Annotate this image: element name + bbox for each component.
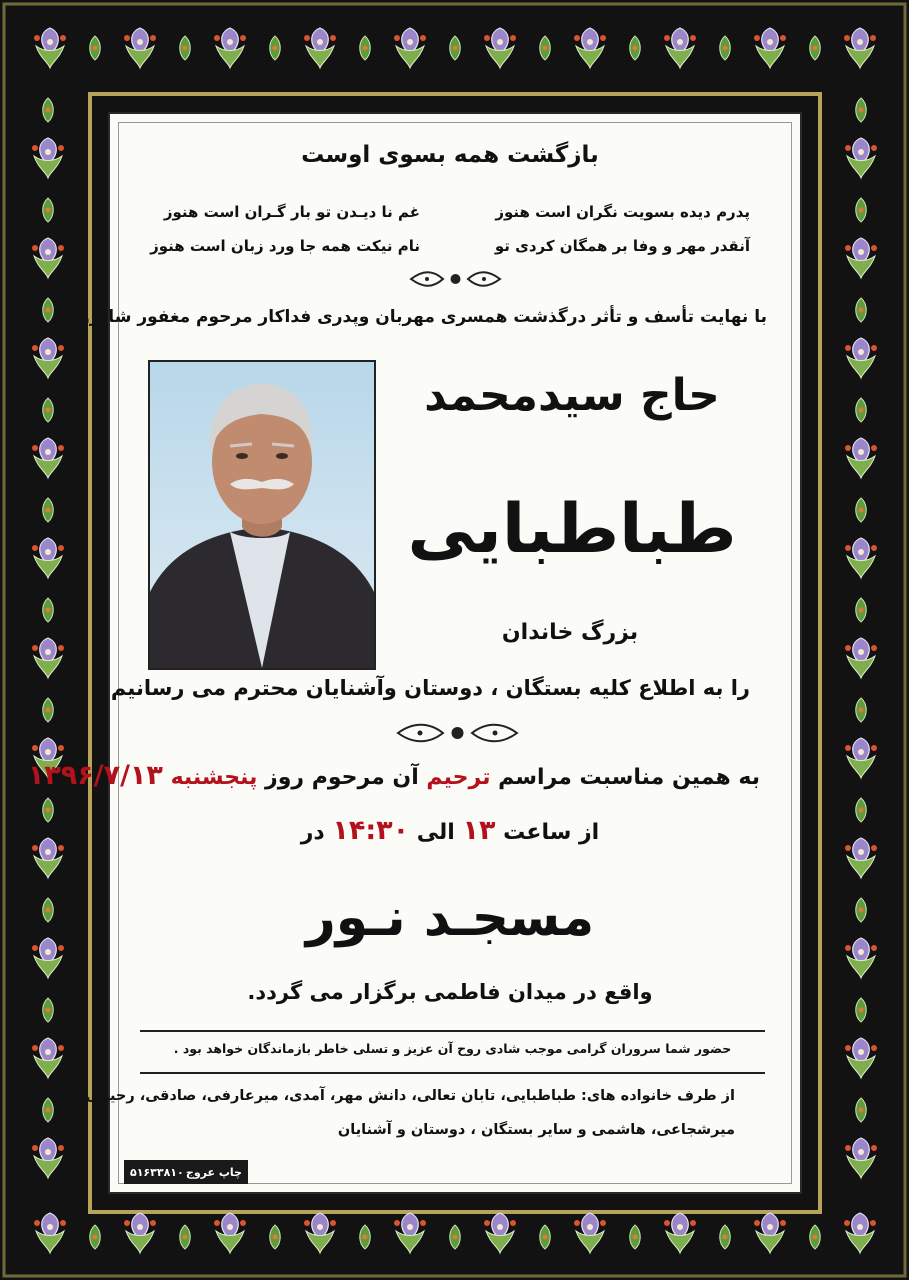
poem-right-line2: آنقدر مهر و وفا بر همگان کردی تو — [494, 237, 750, 255]
portrait-photo — [148, 360, 376, 670]
ceremony-text-b: آن مرحوم روز — [257, 765, 427, 790]
printer-phone: ۵۱۶۳۳۸۱۰ — [130, 1165, 184, 1179]
poem-left-line2: نام نیکت همه جا ورد زبان است هنوز — [150, 237, 420, 255]
ceremony-date: ۱۳۹۶/۷/۱۳ — [27, 760, 163, 791]
poem-left-line1: غم نا دیـدن تو بار گـران است هنوز — [163, 203, 420, 221]
attendance-note: حضور شما سروران گرامی موجب شادی روح آن عزیز و تسلی خاطر بازماندگان خواهد بود . — [173, 1041, 732, 1056]
ornament-divider-icon — [395, 720, 520, 746]
families-line1: از طرف خانواده های: طباطبایی، تابان تعالی، دانش مهر، آمدی، میرعارفی، صادقی، رحیمی — [85, 1088, 735, 1104]
time-text-a: از ساعت — [495, 820, 600, 845]
printer-label — [124, 1160, 248, 1184]
ceremony-line — [27, 760, 760, 791]
time-text-c: در — [300, 820, 333, 845]
families-line2: میرشجاعی، هاشمی و سایر بستگان ، دوستان و آشنایان — [337, 1122, 735, 1138]
ornament-divider-icon — [408, 268, 503, 290]
deceased-title: بزرگ خاندان — [501, 620, 639, 645]
ceremony-text-a: به همین مناسبت مراسم — [490, 765, 760, 790]
venue-name: مسجـد نـور — [305, 888, 595, 948]
time-text-b: الی — [409, 820, 463, 845]
venue-location: واقع در میدان فاطمی برگزار می گردد. — [247, 980, 653, 1004]
inform-line: را به اطلاع کلیه بستگان ، دوستان وآشنایان محترم می رسانیم — [110, 676, 750, 700]
ceremony-day: پنجشنبه — [170, 765, 258, 790]
deceased-first-name: حاج سیدمحمد — [424, 370, 720, 421]
printer-name: چاپ عروج — [185, 1165, 242, 1179]
time-from: ۱۳ — [462, 815, 496, 846]
deceased-last-name: طباطبایی — [407, 490, 737, 569]
ceremony-highlight: ترحیم — [426, 765, 491, 790]
portrait-figure-icon — [150, 362, 374, 668]
ceremony-time-line — [260, 815, 640, 846]
header-title: بازگشت همه بسوی اوست — [301, 142, 599, 168]
note-rule-bottom — [140, 1072, 765, 1074]
note-rule-top — [140, 1030, 765, 1032]
time-to: ۱۴:۳۰ — [332, 815, 410, 846]
intro-line: با نهایت تأسف و تأثر درگذشت همسری مهربان وپدری فداکار مرحوم مغفور شادروان — [58, 307, 767, 327]
poem-right-line1: پدرم دیده بسویت نگران است هنوز — [495, 203, 750, 221]
